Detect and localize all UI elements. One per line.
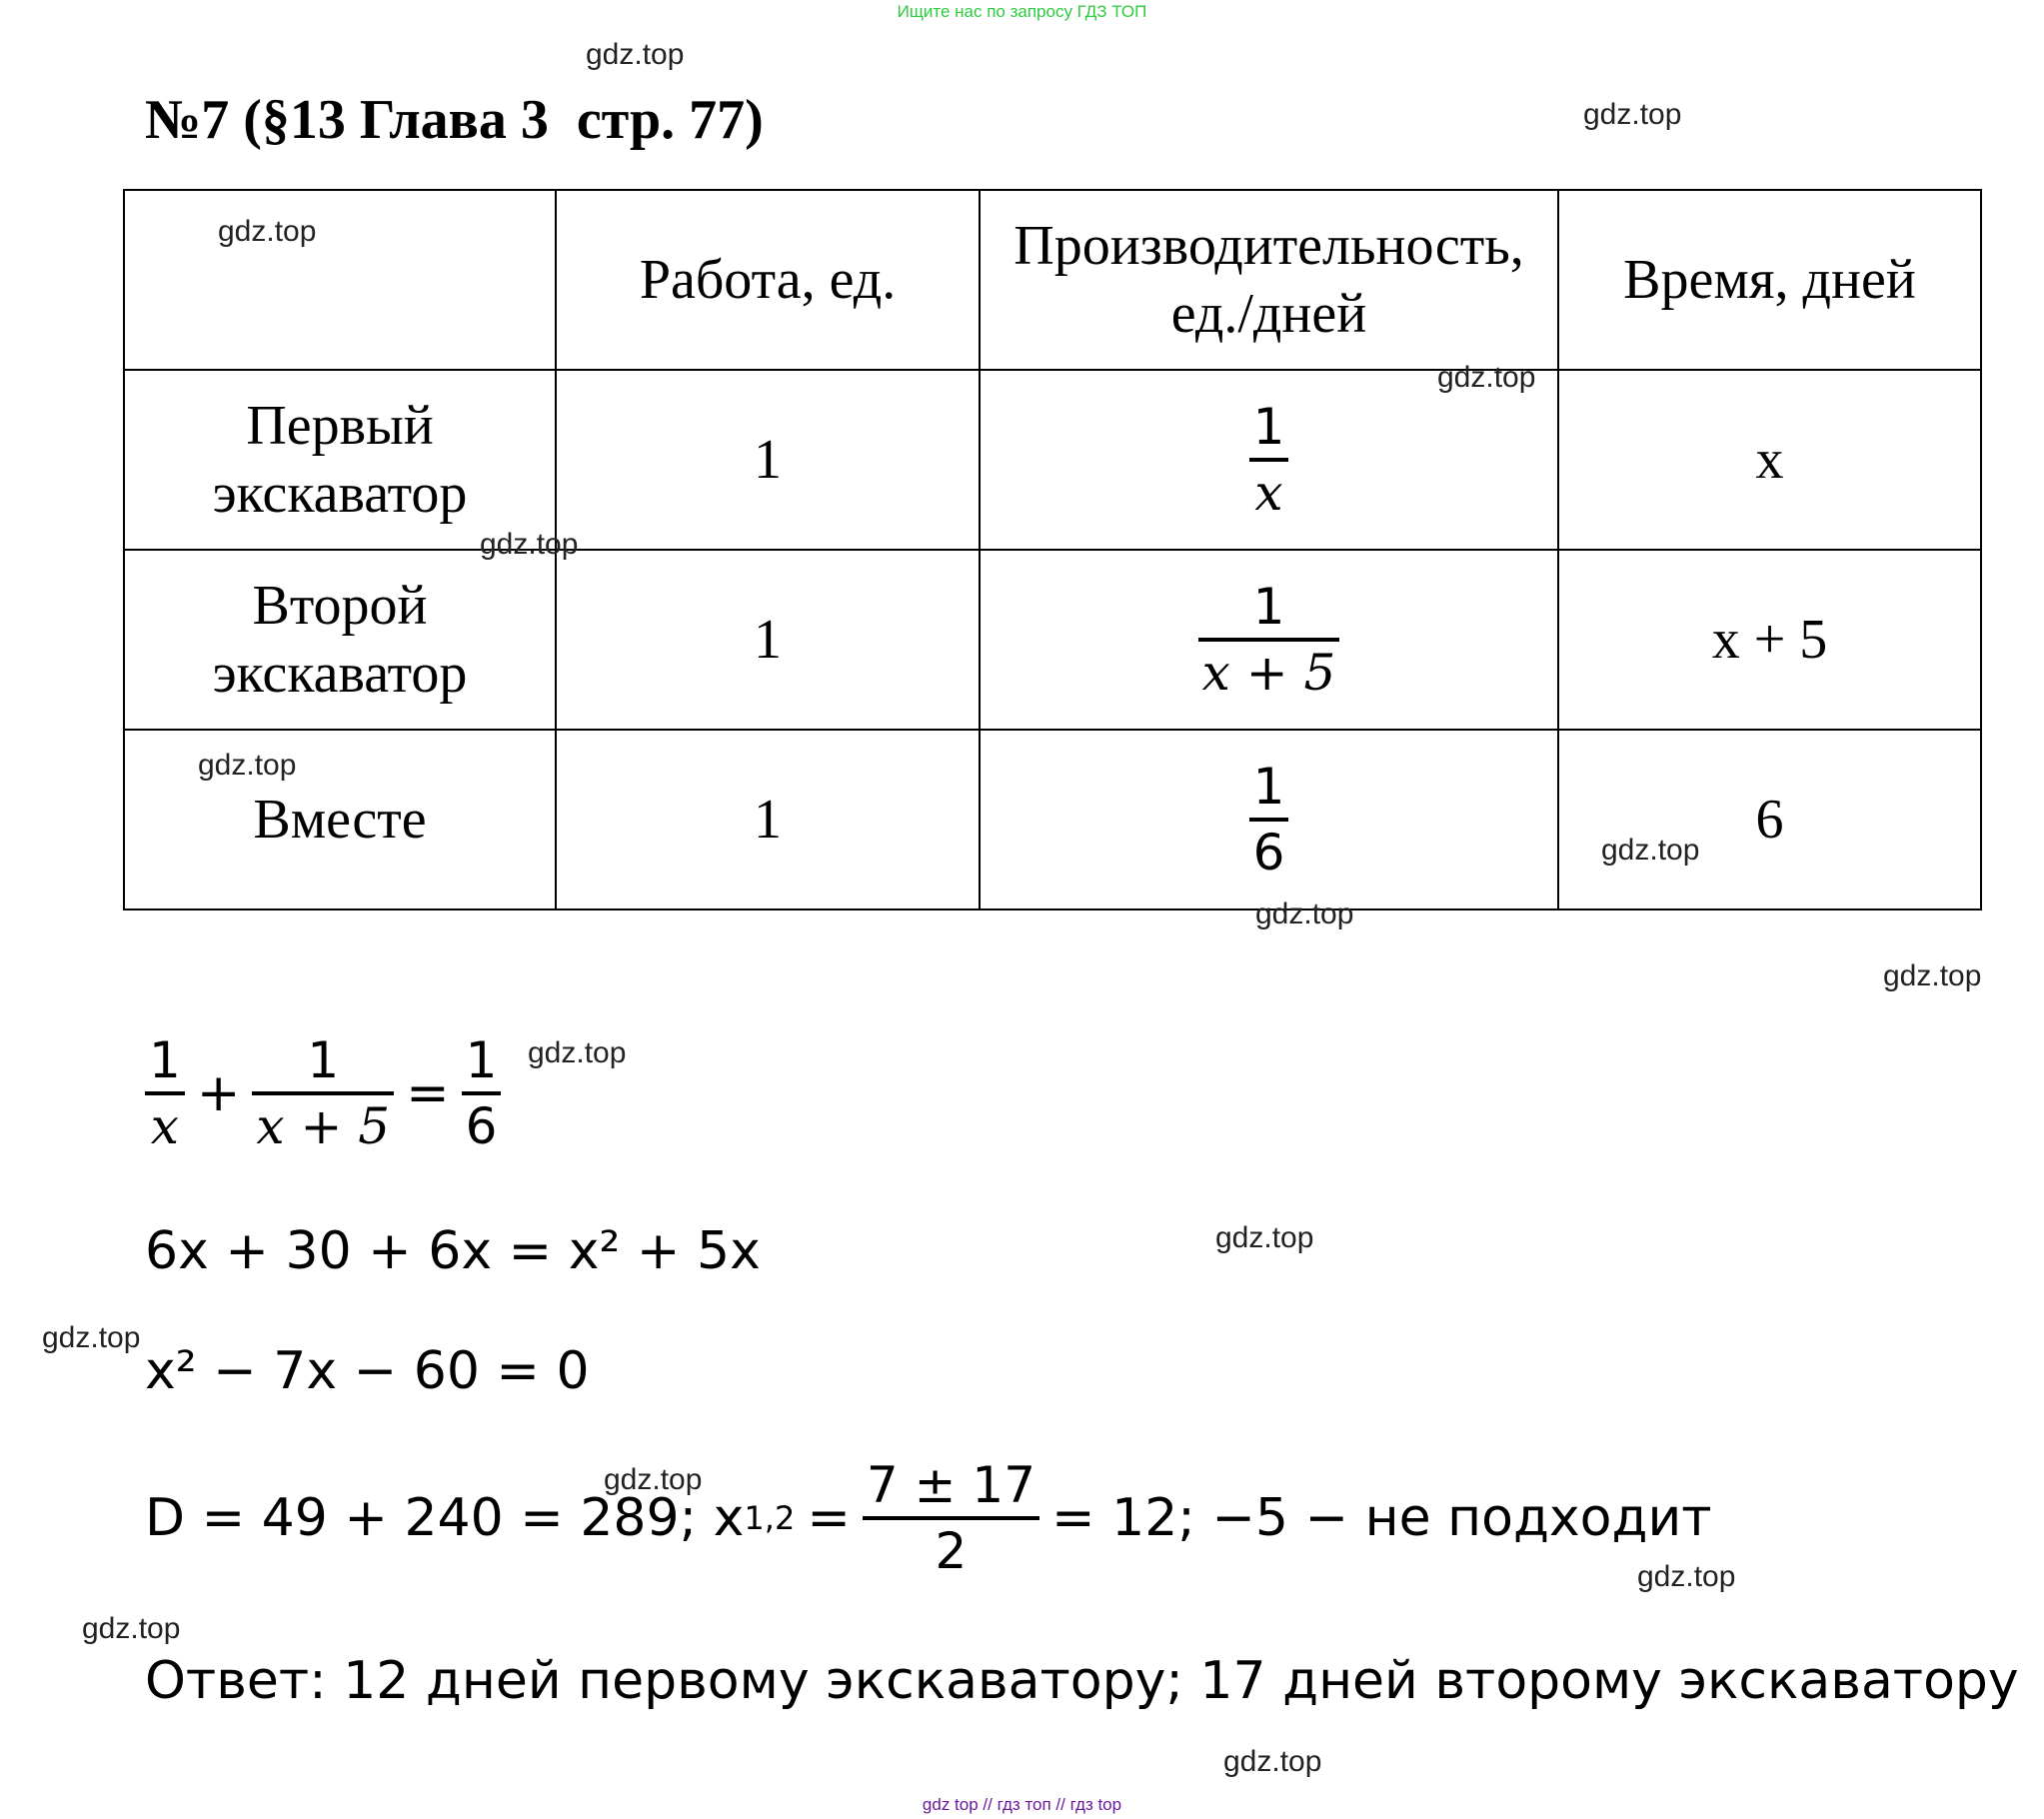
work-table [123, 189, 1982, 910]
task-title: №7 (§13 Глава 3 стр. 77) [145, 89, 764, 151]
bottom-banner: gdz top // гдз топ // гдз top [922, 1795, 1122, 1814]
equation-2: 6x + 30 + 6x = x² + 5x [145, 1221, 761, 1281]
table-header-row [124, 190, 1981, 370]
work-cell: 1 [556, 730, 980, 910]
row-label: Второй экскаватор [124, 550, 556, 730]
work-cell: 1 [556, 370, 980, 550]
watermark: gdz.top [1601, 834, 1700, 867]
time-cell: x + 5 [1558, 550, 1981, 730]
watermark: gdz.top [1637, 1560, 1736, 1593]
row-label: Первый экскаватор [124, 370, 556, 550]
top-banner: Ищите нас по запросу ГДЗ ТОП [897, 2, 1147, 21]
header-cell-empty [124, 190, 556, 370]
fraction: $\frac{1}{x}$ [1249, 396, 1289, 524]
header-cell-time: Время, дней [1558, 190, 1981, 370]
productivity-cell [980, 550, 1558, 730]
answer-text: Ответ: 12 дней первому экскаватору; 17 дней второму экскаватору [145, 1651, 2019, 1711]
watermark: gdz.top [1583, 98, 1682, 131]
time-cell: x [1558, 370, 1981, 550]
fraction-b: $\frac{1}{x + 5}$ [252, 1029, 394, 1157]
header-cell-productivity: Производительность, ед./дней [980, 190, 1558, 370]
table-row [124, 730, 1981, 910]
watermark: gdz.top [218, 215, 317, 248]
equation-3: x² − 7x − 60 = 0 [145, 1341, 590, 1401]
watermark: gdz.top [1215, 1221, 1314, 1254]
watermark: gdz.top [82, 1612, 181, 1645]
fraction-c: $\frac{1}{6}$ [462, 1029, 502, 1157]
row-label: Вместе [124, 730, 556, 910]
fraction: $\frac{1}{x + 5}$ [1198, 576, 1340, 704]
watermark: gdz.top [1883, 959, 1982, 992]
productivity-cell [980, 370, 1558, 550]
work-cell: 1 [556, 550, 980, 730]
time-cell: 6 [1558, 730, 1981, 910]
productivity-cell [980, 730, 1558, 910]
fraction-roots: $\frac{7 \pm 17}{2}$ [863, 1454, 1039, 1582]
header-cell-work: Работа, ед. [556, 190, 980, 370]
table-row [124, 370, 1981, 550]
equation-4: D = 49 + 240 = 289; x 1,2 = $\frac{7 \pm 17}{2}$ = 12; −5 − не подходит [145, 1456, 1712, 1580]
fraction-a: $\frac{1}{x}$ [145, 1029, 185, 1157]
table-row [124, 550, 1981, 730]
watermark: gdz.top [528, 1036, 627, 1069]
fraction: $\frac{1}{6}$ [1249, 756, 1289, 884]
watermark: gdz.top [604, 1463, 703, 1496]
watermark: gdz.top [586, 38, 685, 71]
watermark: gdz.top [480, 528, 579, 561]
watermark: gdz.top [1255, 898, 1354, 930]
watermark: gdz.top [198, 749, 297, 782]
equation-1: $\frac{1}{x}$ + $\frac{1}{x + 5}$ = $\frac{1}{6}$ [145, 1029, 501, 1157]
watermark: gdz.top [42, 1321, 141, 1354]
watermark: gdz.top [1223, 1745, 1322, 1778]
watermark: gdz.top [1437, 361, 1536, 394]
